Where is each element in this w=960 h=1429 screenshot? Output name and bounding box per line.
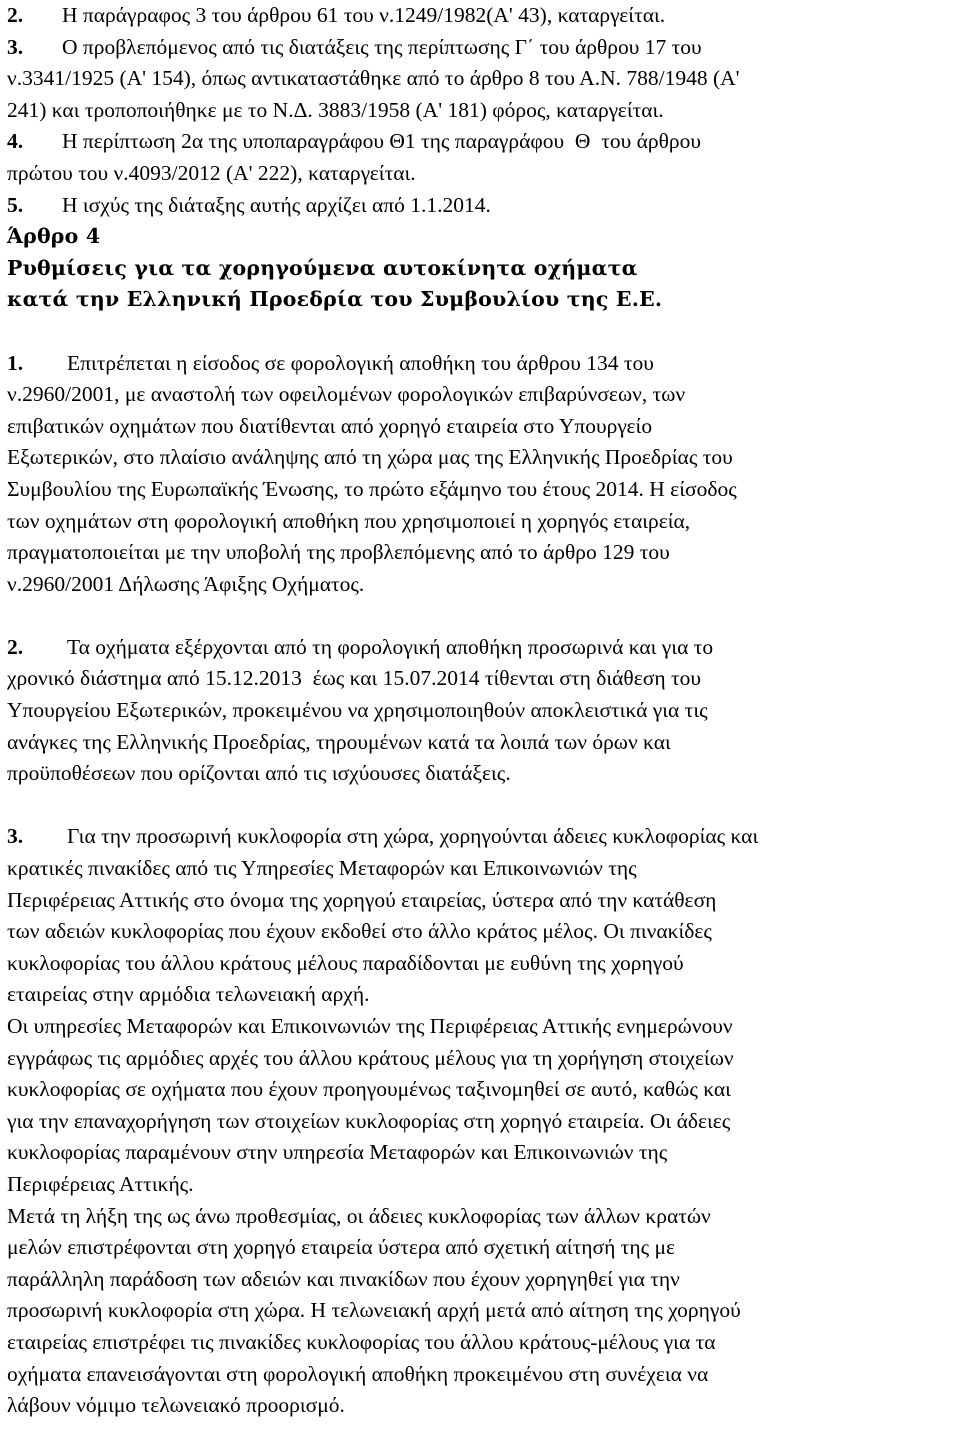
paragraph-5 (7, 190, 955, 222)
article-paragraph-3-line (7, 853, 955, 885)
article-paragraph-1-line (7, 537, 955, 569)
article-paragraph-4 (7, 1011, 955, 1201)
article-paragraph-5-line (7, 1359, 955, 1391)
blank-line (7, 316, 955, 348)
paragraph-text: 241) και τροποποιήθηκε με το Ν.Δ. 3883/1958 (Α' 181) φόρος, καταργείται. (7, 97, 664, 122)
document-page (7, 0, 955, 1422)
paragraph-text: παράλληλη παράδοση των αδειών και πινακίδων που έχουν χορηγηθεί για την (7, 1266, 680, 1291)
paragraph-text: ν.2960/2001 Δήλωσης Άφιξης Οχήματος. (7, 571, 365, 596)
article-subtitle: κατά την Ελληνική Προεδρία του Συμβουλίου της Ε.Ε. (7, 287, 663, 312)
paragraph-2-line (7, 0, 955, 32)
article-paragraph-2 (7, 632, 955, 790)
paragraph-text: εταιρείας επιστρέφει τις πινακίδες κυκλοφορίας του άλλου κράτους-μέλους για τα (7, 1329, 716, 1354)
paragraph-text: μελών επιστρέφονται στη χορηγό εταιρεία ύστερα από σχετική αίτησή της με (7, 1235, 676, 1260)
paragraph-text: Η περίπτωση 2α της υποπαραγράφου Θ1 της παραγράφου Θ του άρθρου (62, 129, 702, 154)
article-paragraph-3-line (7, 821, 955, 853)
paragraph-text: για την επαναχορήγηση των στοιχείων κυκλοφορίας στη χορηγό εταιρεία. Οι άδειες (7, 1108, 731, 1133)
article-paragraph-2-line (7, 727, 955, 759)
article-paragraph-1-line (7, 379, 955, 411)
paragraph-3-line (7, 95, 955, 127)
article-paragraph-4-line (7, 1106, 955, 1138)
paragraph-number: 3. (7, 824, 24, 849)
blank-line (7, 790, 955, 822)
paragraph-text: Περιφέρειας Αττικής. (7, 1171, 194, 1196)
article-paragraph-3-line (7, 885, 955, 917)
paragraph-text: πρώτου του ν.4093/2012 (Α' 222), καταργείται. (7, 160, 416, 185)
article-paragraph-3 (7, 821, 955, 1011)
paragraph-2 (7, 0, 955, 32)
article-paragraph-5-line (7, 1390, 955, 1422)
article-paragraph-5-line (7, 1264, 955, 1296)
article-paragraph-1-line (7, 569, 955, 601)
paragraph-text: Η ισχύς της διάταξης αυτής αρχίζει από 1.1.2014. (62, 192, 491, 217)
paragraph-text: κυκλοφορίας παραμένουν στην υπηρεσία Μεταφορών και Επικοινωνιών της (7, 1140, 668, 1165)
paragraph-text: εταιρείας στην αρμόδια τελωνειακή αρχή. (7, 982, 370, 1007)
article-paragraph-1-line (7, 442, 955, 474)
paragraph-text: ν.2960/2001, με αναστολή των οφειλομένων φορολογικών επιβαρύνσεων, των (7, 382, 686, 407)
paragraph-text: Εξωτερικών, στο πλαίσιο ανάληψης από τη χώρα μας της Ελληνικής Προεδρίας του (7, 445, 733, 470)
paragraph-4 (7, 126, 955, 189)
article-paragraph-5-line (7, 1295, 955, 1327)
paragraph-text: Περιφέρειας Αττικής στο όνομα της χορηγού εταιρείας, ύστερα από την κατάθεση (7, 887, 717, 912)
article-paragraph-1-line (7, 411, 955, 443)
article-paragraph-3-line (7, 979, 955, 1011)
article-paragraph-1-line (7, 506, 955, 538)
paragraph-number: 4. (7, 129, 24, 154)
article-paragraph-5-line (7, 1201, 955, 1233)
paragraph-3-line (7, 32, 955, 64)
paragraph-text: ν.3341/1925 (Α' 154), όπως αντικαταστάθηκε από το άρθρο 8 του Α.Ν. 788/1948 (Α' (7, 66, 740, 91)
article-paragraph-2-line (7, 632, 955, 664)
paragraph-text: εγγράφως τις αρμόδιες αρχές του άλλου κράτους μέλους για τη χορήγηση στοιχείων (7, 1045, 734, 1070)
article-paragraph-4-line (7, 1074, 955, 1106)
paragraph-text: Για την προσωρινή κυκλοφορία στη χώρα, χορηγούνται άδειες κυκλοφορίας και (67, 824, 759, 849)
article-paragraph-4-line (7, 1169, 955, 1201)
paragraph-number: 2. (7, 3, 24, 27)
paragraph-text: Συμβουλίου της Ευρωπαϊκής Ένωσης, το πρώτο εξάμηνο του έτους 2014. Η είσοδος (7, 476, 737, 501)
paragraph-text: Ο προβλεπόμενος από τις διατάξεις της περίπτωσης Γ΄ του άρθρου 17 του (62, 34, 702, 59)
paragraph-number: 2. (7, 634, 24, 659)
article-paragraph-1-line (7, 474, 955, 506)
article-paragraph-5-line (7, 1327, 955, 1359)
paragraph-3 (7, 32, 955, 127)
article-paragraph-5-line (7, 1232, 955, 1264)
paragraph-text: χρονικό διάστημα από 15.12.2013 έως και 15.07.2014 τίθενται στη διάθεση του (7, 666, 701, 691)
paragraph-text: Μετά τη λήξη της ως άνω προθεσμίας, οι άδειες κυκλοφορίας των άλλων κρατών (7, 1203, 711, 1228)
paragraph-4-line (7, 158, 955, 190)
article-paragraph-3-line (7, 948, 955, 980)
article-paragraph-1 (7, 348, 955, 601)
paragraph-text: Τα οχήματα εξέρχονται από τη φορολογική αποθήκη προσωρινά και για το (67, 634, 714, 659)
paragraph-text: προϋποθέσεων που ορίζονται από τις ισχύουσες διατάξεις. (7, 761, 511, 786)
paragraph-5-line (7, 190, 955, 222)
article-paragraph-1-line (7, 348, 955, 380)
paragraph-text: Επιτρέπεται η είσοδος σε φορολογική αποθήκη του άρθρου 134 του (67, 350, 654, 375)
paragraph-text: οχήματα επανεισάγονται στη φορολογική αποθήκη προκειμένου στη συνέχεια να (7, 1361, 709, 1386)
paragraph-text: προσωρινή κυκλοφορία στη χώρα. Η τελωνειακή αρχή μετά από αίτηση της χορηγού (7, 1298, 741, 1323)
paragraph-text: Οι υπηρεσίες Μεταφορών και Επικοινωνιών της Περιφέρειας Αττικής ενημερώνουν (7, 1014, 733, 1038)
article-paragraph-4-line (7, 1043, 955, 1075)
paragraph-4-line (7, 126, 955, 158)
paragraph-text: των οχημάτων στη φορολογική αποθήκη που χρησιμοποιεί η χορηγός εταιρεία, (7, 508, 691, 533)
article-paragraph-5 (7, 1201, 955, 1422)
paragraph-text: πραγματοποιείται με την υποβολή της προβλεπόμενης από το άρθρο 129 του (7, 540, 670, 565)
article-subtitle: Ρυθμίσεις για τα χορηγούμενα αυτοκίνητα οχήματα (7, 255, 638, 280)
blank-line (7, 600, 955, 632)
article-paragraph-2-line (7, 695, 955, 727)
paragraph-text: κυκλοφορίας του άλλου κράτους μέλους παραδίδονται με ευθύνη της χορηγού (7, 950, 684, 975)
paragraph-number: 1. (7, 350, 24, 375)
paragraph-text: λάβουν νόμιμο τελωνειακό προορισμό. (7, 1393, 345, 1418)
paragraph-text: κυκλοφορίας σε οχήματα που έχουν προηγουμένως ταξινομηθεί σε αυτό, καθώς και (7, 1077, 731, 1102)
paragraph-text: επιβατικών οχημάτων που διατίθενται από χορηγό εταιρεία στο Υπουργείο (7, 413, 653, 438)
article-paragraph-3-line (7, 916, 955, 948)
article-paragraph-2-line (7, 663, 955, 695)
article-paragraph-2-line (7, 758, 955, 790)
article-paragraph-4-line (7, 1011, 955, 1043)
paragraph-3-line (7, 63, 955, 95)
article-paragraph-4-line (7, 1137, 955, 1169)
paragraph-text: των αδειών κυκλοφορίας που έχουν εκδοθεί στο άλλο κράτος μέλος. Οι πινακίδες (7, 919, 712, 944)
paragraph-text: Υπουργείου Εξωτερικών, προκειμένου να χρησιμοποιηθούν αποκλειστικά για τις (7, 698, 708, 723)
paragraph-number: 5. (7, 192, 24, 217)
paragraph-number: 3. (7, 34, 24, 59)
paragraph-text: ανάγκες της Ελληνικής Προεδρίας, τηρουμένων κατά τα λοιπά των όρων και (7, 729, 671, 754)
article-title: Άρθρο 4 (7, 224, 101, 249)
paragraph-text: κρατικές πινακίδες από τις Υπηρεσίες Μεταφορών και Επικοινωνιών της (7, 856, 637, 881)
paragraph-text: Η παράγραφος 3 του άρθρου 61 του ν.1249/1982(Α' 43), καταργείται. (62, 3, 666, 27)
